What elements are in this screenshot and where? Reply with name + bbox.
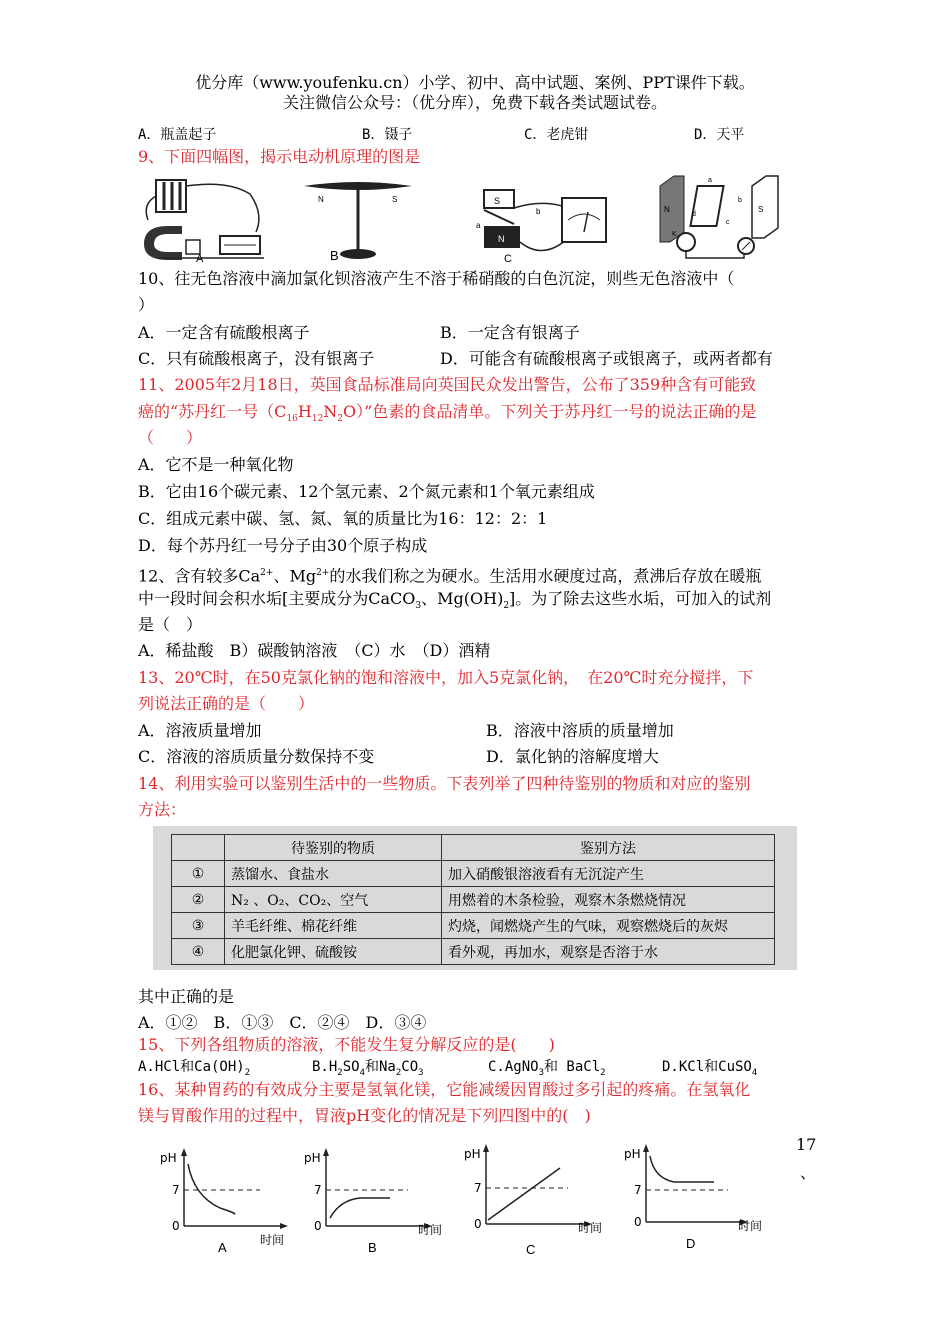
fig-d-d: d [692, 211, 696, 218]
q14-answer-prompt: 其中正确的是 [138, 987, 235, 1006]
fig-d-s: S [758, 205, 764, 214]
q12-options: A．稀盐酸 B）碳酸钠溶液 （C）水 （D）酒精 [138, 641, 491, 660]
q12-question-line-1: 12、含有较多$Ca^{2+}$、$Mg^{2+}$的水我们称之为硬水。生活用水硬度过高，煮沸后存放在暖瓶 [138, 566, 762, 586]
row-method: 用燃着的木条检验，观察木条燃烧情况 [442, 887, 775, 913]
graph-d-x-label: 时间 [738, 1219, 763, 1233]
row-number: ④ [172, 939, 225, 965]
table-row [172, 913, 775, 939]
row-number: ② [172, 887, 225, 913]
q11-question-line-1: 11、2005年2月18日，英国食品标准局向英国民众发出警告，公布了359种含有可能致 [138, 375, 757, 394]
graph-c-seven: 7 [474, 1181, 482, 1195]
fig-c-s: S [494, 196, 501, 206]
q11-question-line-3: （ ） [138, 428, 203, 447]
q10-question: 10、往无色溶液中滴加氯化钡溶液产生不溶于稀硝酸的白色沉淀，则些无色溶液中（ [138, 269, 735, 288]
q12-question-line-2: 中一段时间会积水垢[主要成分为CaCO$_3$、$Mg(OH)_2$]。为了除去这些水垢，可加入的试剂 [138, 589, 772, 612]
q10-option-b: B．一定含有银离子 [440, 323, 580, 342]
fig-b-label: B [330, 248, 339, 262]
q8-option-b: B．镊子 [362, 127, 413, 143]
q11-option-c: C．组成元素中碳、氢、氮、氧的质量比为16：12：2：1 [138, 509, 548, 528]
ph-graph-c [460, 1144, 610, 1258]
q10-question-end: ） [138, 295, 155, 314]
q15-option-a: A.HCl和$Ca(OH)_2$ [138, 1059, 251, 1078]
q14-options: A．①② B．①③ C．②④ D．③④ [138, 1013, 427, 1032]
row-method: 看外观，再加水，观察是否溶于水 [442, 939, 775, 965]
fig-d-n: N [664, 205, 670, 214]
graph-a-zero: 0 [172, 1219, 180, 1233]
q10-option-d: D．可能含有硫酸根离子或银离子，或两者都有 [440, 349, 773, 368]
table-row [172, 939, 775, 965]
q9-question: 9、下面四幅图，揭示电动机原理的图是 [138, 147, 421, 166]
header-line-2: 关注微信公众号：（优分库），免费下载各类试题试卷。 [282, 93, 667, 112]
graph-a-x-label: 时间 [260, 1233, 285, 1247]
galvanometer-icon [562, 198, 606, 242]
q13-question-line-2: 列说法正确的是（ ） [138, 694, 315, 713]
q11-option-a: A．它不是一种氧化物 [138, 455, 294, 474]
row-number: ③ [172, 913, 225, 939]
row-item: N₂ 、O₂、CO₂、空气 [225, 887, 442, 913]
q8-option-c: C．老虎钳 [524, 127, 589, 143]
ph-graph-b [300, 1148, 450, 1258]
graph-a-seven: 7 [172, 1183, 180, 1197]
graph-b-x-label: 时间 [418, 1223, 443, 1237]
graph-b-y-label: pH [304, 1151, 321, 1165]
q17-number: 17 [796, 1135, 817, 1154]
graph-d-name: D [686, 1236, 696, 1251]
q13-option-c: C．溶液的溶质质量分数保持不变 [138, 747, 375, 766]
q11-option-d: D．每个苏丹红一号分子由30个原子构成 [138, 536, 428, 555]
q10-option-c: C．只有硫酸根离子，没有银离子 [138, 349, 375, 368]
graph-d-y-label: pH [624, 1147, 641, 1161]
fig-b-n: N [318, 195, 324, 204]
table-row [172, 861, 775, 887]
header-line-1: 优分库（www.youfenku.cn）小学、初中、高中试题、案例、PPT课件下载。 [195, 73, 755, 92]
row-method: 加入硝酸银溶液看有无沉淀产生 [442, 861, 775, 887]
q15-option-b: $B.H_2SO_4$和$Na_2CO_3$ [312, 1059, 424, 1078]
fig-c-label: C [504, 253, 512, 264]
fig-d-k: K [672, 231, 677, 238]
q9-figure-a [138, 174, 266, 262]
q9-figure-c [470, 180, 610, 264]
q14-question-line-2: 方法： [138, 800, 187, 819]
table-header-method: 鉴别方法 [442, 835, 775, 861]
q15-option-d: D.KCl和CuSO$_4$ [662, 1059, 758, 1078]
row-item: 羊毛纤维、棉花纤维 [225, 913, 442, 939]
magnet-icon [144, 226, 182, 260]
fig-c-a: a [476, 221, 481, 230]
fig-a-label: A [196, 253, 204, 262]
q12-question-line-3: 是（ ） [138, 615, 203, 634]
table-header-row [172, 835, 775, 861]
ph-graph-d [622, 1144, 772, 1258]
graph-d-zero: 0 [634, 1215, 642, 1229]
q13-option-d: D．氯化钠的溶解度增大 [486, 747, 659, 766]
row-item: 化肥氯化钾、硫酸铵 [225, 939, 442, 965]
q17-mark: 、 [800, 1163, 817, 1182]
row-number: ① [172, 861, 225, 887]
q16-question-line-2: 镁与胃酸作用的过程中，胃液pH变化的情况是下列四图中的( ) [138, 1106, 591, 1125]
fig-d-a: a [708, 177, 712, 184]
fig-d-b: b [738, 197, 742, 204]
table-row [172, 887, 775, 913]
battery-icon [156, 180, 186, 212]
graph-b-seven: 7 [314, 1183, 322, 1197]
graph-b-name: B [368, 1240, 377, 1255]
row-method: 灼烧，闻燃烧产生的气味，观察燃烧后的灰烬 [442, 913, 775, 939]
identification-table [171, 834, 775, 965]
fig-c-b: b [536, 207, 541, 216]
ph-graph-a [160, 1148, 300, 1258]
table-header-item: 待鉴别的物质 [225, 835, 442, 861]
q9-figure-d [656, 172, 782, 264]
table-header-number [172, 835, 225, 861]
fig-d-c: c [726, 219, 730, 226]
q8-option-a: A．瓶盖起子 [138, 127, 217, 143]
graph-c-name: C [526, 1242, 536, 1257]
graph-a-name: A [218, 1240, 227, 1255]
graph-c-x-label: 时间 [578, 1221, 603, 1235]
fig-c-n: N [498, 234, 505, 244]
q15-option-c: C.AgNO$_3$和 BaCl$_2$ [488, 1059, 606, 1078]
q14-question-line-1: 14、利用实验可以鉴别生活中的一些物质。下表列举了四种待鉴别的物质和对应的鉴别 [138, 774, 751, 793]
q15-question: 15、下列各组物质的溶液，不能发生复分解反应的是( ) [138, 1035, 555, 1054]
q11-question-line-2: 癌的“苏丹红一号$(C_{16}H_{12}N_2O)$”色素的食品清单。下列关于苏丹红一号的说法正确的是 [138, 402, 757, 425]
q13-option-b: B．溶液中溶质的质量增加 [486, 721, 674, 740]
identification-table-scan [153, 826, 797, 970]
q10-option-a: A．一定含有硫酸根离子 [138, 323, 310, 342]
q13-option-a: A．溶液质量增加 [138, 721, 262, 740]
q16-question-line-1: 16、某种胃药的有效成分主要是氢氧化镁，它能减缓因胃酸过多引起的疼痛。在氢氧化 [138, 1080, 751, 1099]
q8-option-d: D．天平 [694, 127, 745, 143]
q13-question-line-1: 13、20℃时，在50克氯化钠的饱和溶液中，加入5克氯化钠， 在20℃时充分搅拌，下 [138, 668, 754, 687]
q11-option-b: B．它由16个碳元素、12个氢元素、2个氮元素和1个氧元素组成 [138, 482, 595, 501]
graph-c-y-label: pH [464, 1147, 481, 1161]
graph-c-zero: 0 [474, 1217, 482, 1231]
row-item: 蒸馏水、食盐水 [225, 861, 442, 887]
fig-b-s: S [392, 195, 398, 204]
graph-b-zero: 0 [314, 1219, 322, 1233]
q9-figure-b [302, 176, 414, 262]
graph-a-y-label: pH [160, 1151, 177, 1165]
graph-d-seven: 7 [634, 1183, 642, 1197]
